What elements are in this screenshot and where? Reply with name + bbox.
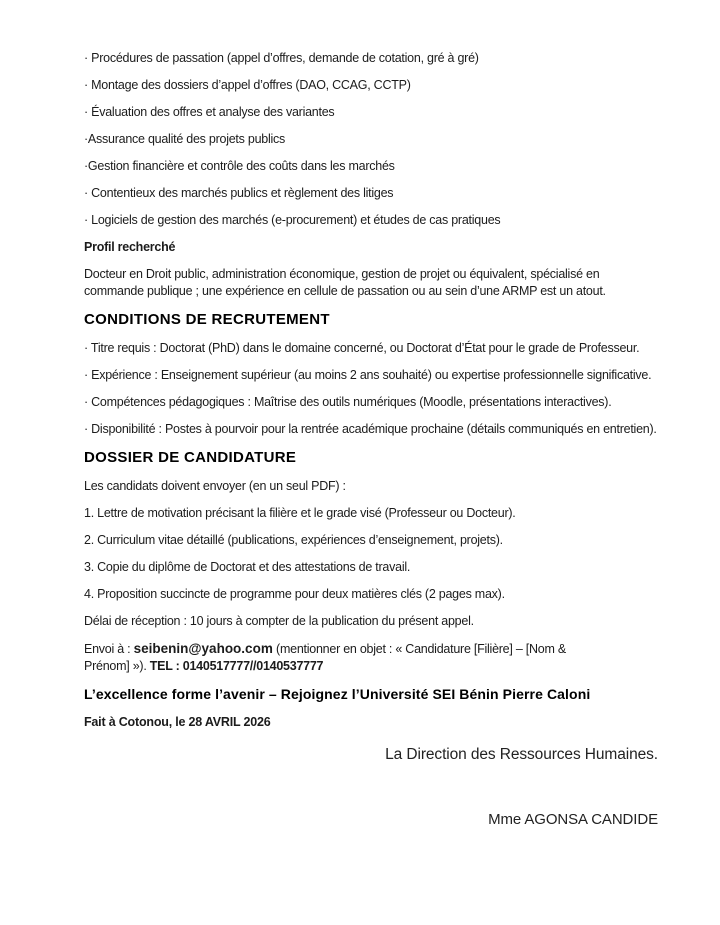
dossier-intro: Les candidats doivent envoyer (en un seul PDF) : xyxy=(84,479,346,493)
deadline-line: Délai de réception : 10 jours à compter de la publication du présent appel. xyxy=(84,614,474,628)
profil-text: Docteur en Droit public, administration économique, gestion de projet ou équivalent, spécialisé en commande publique ; une expérience en cellule de passation ou au sein d’une ARMP est un atout. xyxy=(84,267,606,298)
contact-objet-note-cont: Prénom] »). xyxy=(84,659,150,673)
dossier-item: 3. Copie du diplôme de Doctorat et des attestations de travail. xyxy=(84,560,411,574)
condition-bullet: · Compétences pédagogiques : Maîtrise des outils numériques (Moodle, présentations interactives). xyxy=(84,395,612,409)
signature-title: La Direction des Ressources Humaines. xyxy=(385,746,658,763)
condition-bullet: · Expérience : Enseignement supérieur (au moins 2 ans souhaité) ou expertise professionnelle significative. xyxy=(84,368,652,382)
condition-bullet: · Disponibilité : Postes à pourvoir pour la rentrée académique prochaine (détails communiqués en entretien). xyxy=(84,422,657,436)
section-heading-conditions: CONDITIONS DE RECRUTEMENT xyxy=(84,311,330,328)
profil-label: Profil recherché xyxy=(84,240,176,254)
module-bullet: · Montage des dossiers d’appel d’offres (DAO, CCAG, CCTP) xyxy=(84,78,411,92)
contact-objet-note: (mentionner en objet : « Candidature [Filière] – [Nom & xyxy=(272,642,566,656)
module-bullet: ·Gestion financière et contrôle des coûts dans les marchés xyxy=(84,159,395,173)
module-bullet: · Évaluation des offres et analyse des variantes xyxy=(84,105,335,119)
contact-line xyxy=(84,640,658,675)
contact-phone: TEL : 0140517777//0140537777 xyxy=(149,659,324,673)
dossier-item: 1. Lettre de motivation précisant la filière et le grade visé (Professeur ou Docteur). xyxy=(84,506,516,520)
dossier-item: 2. Curriculum vitae détaillé (publications, expériences d’enseignement, projets). xyxy=(84,533,503,547)
contact-email: seibenin@yahoo.com xyxy=(133,641,273,656)
condition-bullet: · Titre requis : Doctorat (PhD) dans le domaine concerné, ou Doctorat d’État pour le grade de Professeur. xyxy=(84,341,640,355)
dateline: Fait à Cotonou, le 28 AVRIL 2026 xyxy=(84,715,271,729)
slogan-line: L’excellence forme l’avenir – Rejoignez l’Université SEI Bénin Pierre Caloni xyxy=(84,686,591,702)
module-bullet: · Logiciels de gestion des marchés (e-procurement) et études de cas pratiques xyxy=(84,213,501,227)
module-bullet: ·Assurance qualité des projets publics xyxy=(84,132,286,146)
contact-prefix: Envoi à : xyxy=(84,642,134,656)
dossier-item: 4. Proposition succincte de programme pour deux matières clés (2 pages max). xyxy=(84,587,505,601)
signature-name: Mme AGONSA CANDIDE xyxy=(488,811,658,828)
module-bullet: · Contentieux des marchés publics et règlement des litiges xyxy=(84,186,394,200)
module-bullet: · Procédures de passation (appel d’offres, demande de cotation, gré à gré) xyxy=(84,51,479,65)
section-heading-dossier: DOSSIER DE CANDIDATURE xyxy=(84,449,297,466)
